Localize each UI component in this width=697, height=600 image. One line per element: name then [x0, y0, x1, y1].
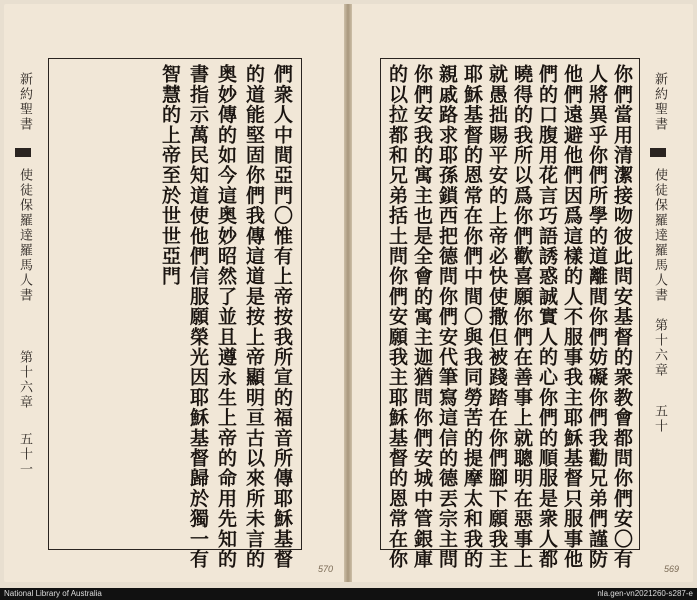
right-text-column-9: 你們安我的寓主也是全會的寓主迦猶問你們安城中管銀庫: [411, 64, 433, 569]
right-text-column-3: 他們遠避他們因爲這樣的人不服事我主耶穌基督只服事他: [561, 64, 583, 569]
left-margin-marker: [15, 148, 31, 157]
right-text-column-1: 你們當用清潔接吻彼此問安基督的衆教會都問你們安〇有: [611, 64, 633, 569]
left-margin-chapter: 第十六章: [17, 350, 32, 410]
right-margin-chapter: 第十六章: [652, 318, 667, 378]
right-text-column-4: 們的口腹用花言巧語誘惑誠實人的心你們的順服是衆人都: [536, 64, 558, 569]
left-text-column-3: 奥妙傳的如今這奥妙昭然了並且遵永生上帝的命用先知的: [215, 64, 237, 569]
footer-identifier: nla.gen-vn2021260-s287-e: [597, 589, 693, 598]
right-text-column-10: 的以拉都和兄弟括土問你們安願我主耶穌基督的恩常在你: [386, 64, 408, 569]
right-folio-number: 569: [664, 564, 680, 574]
left-text-column-4: 書指示萬民知道使他們信服願榮光因耶穌基督歸於獨一有: [187, 64, 209, 569]
right-text-column-5: 曉得的我所以爲你們歡喜願你們在善事上就聰明在惡事上: [511, 64, 533, 569]
right-text-column-7: 耶穌基督的恩常在你們中間〇與我同勞苦的提摩太和我的: [461, 64, 483, 569]
right-text-column-8: 親戚路求耶孫鎖西把德問你們安代筆寫這信的德丟宗主問: [436, 64, 458, 569]
left-folio-number: 570: [318, 564, 334, 574]
left-margin-book: 使徒保羅達羅馬人書: [17, 168, 32, 303]
right-margin-page: 五十: [652, 404, 667, 434]
right-text-column-6: 就愚拙賜平安的上帝必快使撒但被踐踏在你們腳下願我主: [486, 64, 508, 569]
right-margin-marker: [650, 148, 666, 157]
left-margin-title: 新約聖書: [17, 72, 32, 132]
right-text-column-2: 人將異乎你們所學的道離間你們妨礙你們我勸兄弟們謹防: [586, 64, 608, 569]
book-gutter: [344, 4, 352, 582]
footer-bar: [0, 588, 697, 600]
left-text-column-2: 的道能堅固你們我傳這道是按上帝顯明亘古以來所未言的: [243, 64, 265, 569]
footer-library-name: National Library of Australia: [4, 589, 102, 598]
left-margin-page: 五十一: [17, 432, 32, 477]
left-text-column-5: 智慧的上帝至於世世亞門: [159, 64, 181, 287]
right-margin-title: 新約聖書: [652, 72, 667, 132]
left-text-column-1: 們衆人中間亞門〇惟有上帝按我所宣的福音所傳耶穌基督: [271, 64, 293, 569]
right-margin-book: 使徒保羅達羅馬人書: [652, 168, 667, 303]
